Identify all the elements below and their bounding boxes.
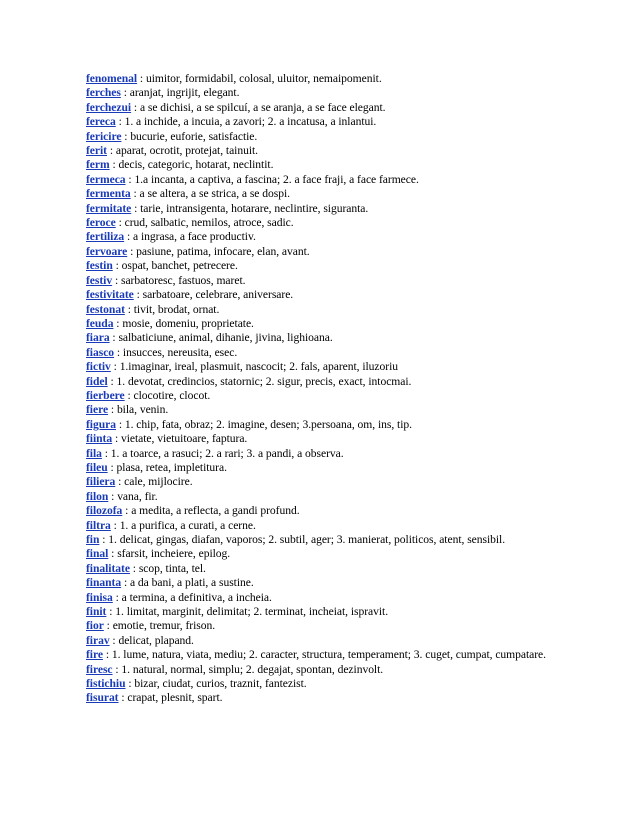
entry-definition: ospat, banchet, petrecere. — [121, 259, 238, 273]
entry-term-link[interactable]: fire — [86, 648, 103, 662]
entry-term-link[interactable]: fierbere — [86, 388, 125, 402]
entry-term-link[interactable]: festonat — [86, 302, 125, 316]
entry-separator: : — [112, 432, 121, 446]
dictionary-entry — [86, 432, 554, 446]
entry-term-link[interactable]: fertiliza — [86, 230, 125, 244]
entry-separator: : — [107, 460, 117, 474]
dictionary-entry — [86, 303, 554, 317]
dictionary-entry — [86, 331, 554, 345]
dictionary-entry — [86, 72, 554, 86]
entry-separator: : — [120, 86, 130, 100]
entry-definition: emotie, tremur, frison. — [112, 619, 216, 633]
dictionary-entry — [86, 547, 554, 561]
dictionary-entry — [86, 317, 554, 331]
entry-definition: 1. limitat, marginit, delimitat; 2. terminat, incheiat, ispravit. — [115, 605, 389, 619]
dictionary-entry — [86, 619, 554, 633]
entry-definition: crud, salbatic, nemilos, atroce, sadic. — [124, 216, 294, 230]
entry-definition: 1. devotat, credincios, statornic; 2. sigur, precis, exact, intocmai. — [116, 374, 412, 388]
entry-term-link[interactable]: fiara — [86, 331, 110, 345]
entry-definition: vietate, vietuitoare, faptura. — [120, 432, 248, 446]
dictionary-entry — [86, 403, 554, 417]
entry-definition: cale, mijlocire. — [124, 475, 193, 489]
dictionary-entry — [86, 375, 554, 389]
entry-term-link[interactable]: firav — [86, 633, 110, 647]
entry-definition: 1.a incanta, a captiva, a fascina; 2. a face fraji, a face farmece. — [134, 172, 419, 186]
dictionary-entry — [86, 144, 554, 158]
entry-term-link[interactable]: finit — [86, 605, 107, 619]
dictionary-entry — [86, 576, 554, 590]
dictionary-entry — [86, 130, 554, 144]
entry-separator: : — [121, 576, 130, 590]
entry-term-link[interactable]: festivitate — [86, 288, 134, 302]
entry-separator: : — [107, 144, 116, 158]
entry-separator: : — [133, 288, 143, 302]
dictionary-entry — [86, 677, 554, 691]
entry-definition: pasiune, patima, infocare, elan, avant. — [136, 244, 310, 258]
entry-term-link[interactable]: fermeca — [86, 172, 126, 186]
entry-separator: : — [125, 677, 135, 691]
entry-term-link[interactable]: finisa — [86, 590, 113, 604]
entry-term-link[interactable]: final — [86, 547, 109, 561]
entry-definition: 1. lume, natura, viata, mediu; 2. caracter, structura, temperament; 3. cuget, cumpat, cumpatare. — [111, 648, 546, 662]
entry-term-link[interactable]: fin — [86, 533, 100, 546]
entry-term-link[interactable]: fila — [86, 446, 102, 460]
entry-definition: a termina, a definitiva, a incheia. — [121, 590, 272, 604]
entry-definition: uimitor, formidabil, colosal, uluitor, nemaipomenit. — [145, 72, 382, 85]
entry-term-link[interactable]: finalitate — [86, 561, 130, 575]
entry-term-link[interactable]: fileu — [86, 460, 108, 474]
entry-definition: aranjat, ingrijit, elegant. — [129, 86, 240, 100]
dictionary-entry — [86, 389, 554, 403]
entry-separator: : — [112, 273, 121, 287]
entry-term-link[interactable]: fermitate — [86, 201, 132, 215]
dictionary-entry — [86, 418, 554, 432]
entry-separator: : — [107, 374, 117, 388]
dictionary-entry — [86, 202, 554, 216]
dictionary-entry — [86, 663, 554, 677]
dictionary-page — [86, 72, 554, 706]
dictionary-entry — [86, 447, 554, 461]
dictionary-entry — [86, 490, 554, 504]
dictionary-entry — [86, 591, 554, 605]
entry-term-link[interactable]: fistichiu — [86, 677, 126, 691]
entry-term-link[interactable]: filon — [86, 489, 109, 503]
entry-definition: bila, venin. — [116, 403, 169, 417]
entry-definition: a se altera, a se strica, a se dospi. — [139, 187, 290, 201]
entry-separator: : — [110, 518, 120, 532]
entry-term-link[interactable]: fericire — [86, 129, 122, 143]
dictionary-entry — [86, 648, 554, 662]
dictionary-entry — [86, 475, 554, 489]
dictionary-entry — [86, 346, 554, 360]
dictionary-entry — [86, 259, 554, 273]
entry-term-link[interactable]: firesc — [86, 662, 113, 676]
dictionary-entry — [86, 461, 554, 475]
entry-term-link[interactable]: figura — [86, 417, 116, 431]
dictionary-entry — [86, 562, 554, 576]
entry-definition: insucces, nereusita, esec. — [122, 345, 238, 359]
entry-term-link[interactable]: fictiv — [86, 360, 111, 374]
entry-separator: : — [103, 619, 113, 633]
entry-term-link[interactable]: fenomenal — [86, 72, 138, 85]
entry-separator: : — [131, 100, 140, 114]
entry-term-link[interactable]: fidel — [86, 374, 108, 388]
entry-term-link[interactable]: ferm — [86, 158, 110, 172]
dictionary-entry — [86, 533, 554, 547]
entry-term-link[interactable]: filiera — [86, 475, 116, 489]
dictionary-entry — [86, 158, 554, 172]
entry-definition: clocotire, clocot. — [133, 388, 211, 402]
entry-separator: : — [109, 633, 119, 647]
entry-separator: : — [137, 72, 146, 85]
entry-separator: : — [124, 388, 134, 402]
entry-term-link[interactable]: filozofa — [86, 504, 123, 518]
entry-list — [86, 72, 554, 706]
entry-separator: : — [113, 316, 123, 330]
entry-term-link[interactable]: feuda — [86, 316, 114, 330]
entry-definition: 1. a purifica, a curati, a cerne. — [119, 518, 256, 532]
entry-term-link[interactable]: fiinta — [86, 432, 113, 446]
entry-separator: : — [112, 259, 122, 273]
entry-separator: : — [114, 345, 123, 359]
dictionary-entry — [86, 605, 554, 619]
dictionary-entry — [86, 216, 554, 230]
entry-separator: : — [106, 605, 116, 619]
entry-separator: : — [108, 489, 118, 503]
entry-term-link[interactable]: ferit — [86, 144, 107, 158]
entry-definition: tivit, brodat, ornat. — [133, 302, 220, 316]
entry-separator: : — [121, 129, 131, 143]
entry-definition: plasa, retea, impletitura. — [116, 460, 227, 474]
entry-separator: : — [99, 533, 109, 546]
entry-definition: delicat, plapand. — [118, 633, 194, 647]
entry-definition: sarbatoare, celebrare, aniversare. — [142, 288, 294, 302]
entry-separator: : — [125, 172, 135, 186]
entry-separator: : — [124, 230, 134, 244]
dictionary-entry — [86, 360, 554, 374]
entry-definition: 1. delicat, gingas, diafan, vaporos; 2. subtil, ager; 3. manierat, politicos, atent, sensibil. — [108, 533, 506, 546]
entry-term-link[interactable]: fervoare — [86, 244, 128, 258]
entry-term-link[interactable]: ferches — [86, 86, 121, 100]
entry-definition: sfarsit, incheiere, epilog. — [117, 547, 231, 561]
dictionary-entry — [86, 230, 554, 244]
entry-definition: vana, fir. — [117, 489, 158, 503]
entry-separator: : — [115, 115, 125, 129]
entry-separator: : — [110, 360, 120, 374]
entry-separator: : — [129, 561, 139, 575]
entry-separator: : — [112, 662, 122, 676]
dictionary-entry — [86, 173, 554, 187]
entry-separator: : — [102, 648, 112, 662]
dictionary-entry — [86, 187, 554, 201]
dictionary-entry — [86, 634, 554, 648]
entry-definition: 1. a toarce, a rasuci; 2. a rari; 3. a pandi, a observa. — [110, 446, 344, 460]
entry-term-link[interactable]: fior — [86, 619, 104, 633]
entry-term-link[interactable]: finanta — [86, 576, 122, 590]
entry-separator: : — [115, 475, 125, 489]
entry-definition: 1. natural, normal, simplu; 2. degajat, spontan, dezinvolt. — [121, 662, 384, 676]
entry-definition: a da bani, a plati, a sustine. — [129, 576, 254, 590]
entry-term-link[interactable]: fermenta — [86, 187, 131, 201]
entry-definition: bizar, ciudat, curios, traznit, fantezist. — [134, 677, 307, 691]
entry-separator: : — [115, 417, 125, 431]
dictionary-entry — [86, 288, 554, 302]
entry-separator: : — [108, 403, 117, 417]
entry-separator: : — [101, 446, 111, 460]
entry-definition: salbaticiune, animal, dihanie, jivina, lighioana. — [118, 331, 333, 345]
entry-separator: : — [131, 201, 141, 215]
entry-definition: aparat, ocrotit, protejat, tainuit. — [115, 144, 259, 158]
entry-term-link[interactable]: fisurat — [86, 691, 119, 705]
entry-term-link[interactable]: festin — [86, 259, 113, 273]
entry-term-link[interactable]: filtra — [86, 518, 111, 532]
entry-definition: 1.imaginar, ireal, plasmuit, nascocit; 2. fals, aparent, iluzoriu — [119, 360, 398, 374]
dictionary-entry — [86, 245, 554, 259]
entry-term-link[interactable]: feroce — [86, 216, 116, 230]
entry-separator: : — [127, 244, 137, 258]
entry-definition: 1. chip, fata, obraz; 2. imagine, desen; 3.persoana, om, ins, tip. — [124, 417, 412, 431]
entry-separator: : — [124, 302, 134, 316]
entry-separator: : — [109, 158, 119, 172]
entry-definition: a medita, a reflecta, a gandi profund. — [131, 504, 300, 518]
entry-definition: mosie, domeniu, proprietate. — [122, 316, 254, 330]
entry-separator: : — [122, 504, 132, 518]
dictionary-entry — [86, 691, 554, 705]
entry-separator: : — [130, 187, 140, 201]
entry-term-link[interactable]: fiere — [86, 403, 109, 417]
entry-definition: crapat, plesnit, spart. — [127, 691, 223, 705]
entry-definition: 1. a inchide, a incuia, a zavori; 2. a incatusa, a inlantui. — [124, 115, 377, 129]
entry-definition: sarbatoresc, fastuos, maret. — [120, 273, 246, 287]
entry-definition: decis, categoric, hotarat, neclintit. — [118, 158, 274, 172]
dictionary-entry — [86, 504, 554, 518]
entry-separator: : — [108, 547, 118, 561]
entry-definition: tarie, intransigenta, hotarare, neclintire, siguranta. — [140, 201, 369, 215]
entry-term-link[interactable]: festiv — [86, 273, 113, 287]
entry-definition: bucurie, euforie, satisfactie. — [130, 129, 258, 143]
entry-separator: : — [109, 331, 119, 345]
entry-term-link[interactable]: ferchezui — [86, 100, 132, 114]
dictionary-entry — [86, 86, 554, 100]
entry-term-link[interactable]: fereca — [86, 115, 116, 129]
dictionary-entry — [86, 274, 554, 288]
dictionary-entry — [86, 519, 554, 533]
entry-separator: : — [112, 590, 122, 604]
entry-separator: : — [115, 216, 125, 230]
entry-separator: : — [118, 691, 128, 705]
entry-term-link[interactable]: fiasco — [86, 345, 115, 359]
dictionary-entry — [86, 115, 554, 129]
entry-definition: scop, tinta, tel. — [138, 561, 206, 575]
entry-definition: a ingrasa, a face productiv. — [133, 230, 256, 244]
entry-definition: a se dichisi, a se spilcuí, a se aranja, a se face elegant. — [139, 100, 386, 114]
dictionary-entry — [86, 101, 554, 115]
